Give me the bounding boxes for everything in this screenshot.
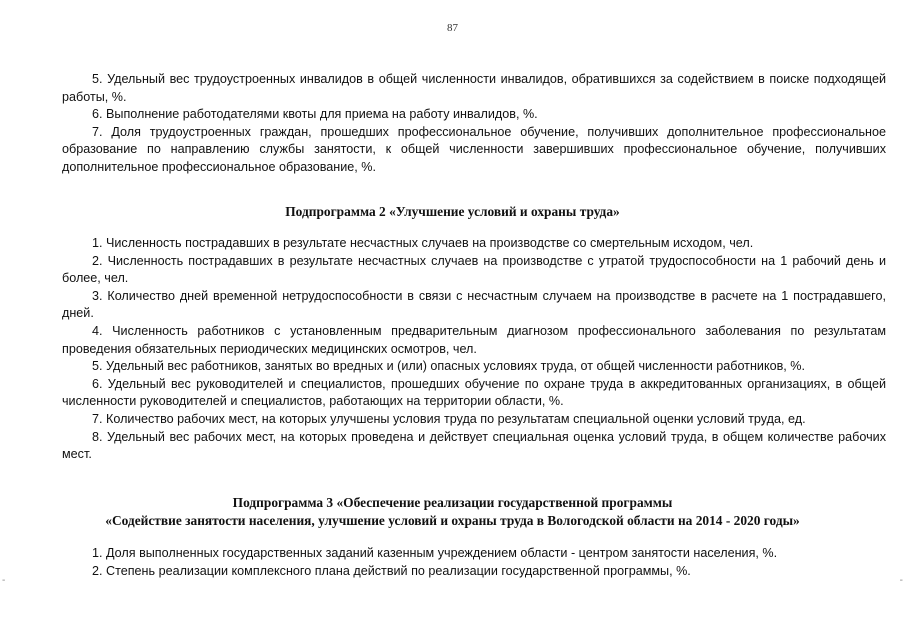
list-item: 2. Степень реализации комплексного плана действий по реализации государственной программы, %. [92,563,691,578]
list-item: 5. Удельный вес работников, занятых во вредных и (или) опасных условиях труда, от общей численности работников, %. [92,359,805,374]
list-item: 1. Численность пострадавших в результате несчастных случаев на производстве со смертельным исходом, чел. [92,236,754,250]
subprogram-2-list [62,235,886,464]
left-edge-mark: - [2,575,6,586]
section-1-list [62,71,886,177]
list-item: 7. Доля трудоустроенных граждан, прошедших профессиональное обучение, получивших дополнительное профессиональное образование по направлению службы занятости, к общей численности завершивших профессиональное обучение, получивших дополнительное профессиональное образование, %. [62,124,886,174]
subprogram-3-heading-line-1: Подпрограмма 3 «Обеспечение реализации государственной программы [232,495,673,510]
list-item: 4. Численность работников с установленным предварительным диагнозом профессионального заболевания по результатам проведения обязательных периодических медицинских осмотров, чел. [62,323,886,356]
list-item: 3. Количество дней временной нетрудоспособности в связи с несчастным случаем на производстве в расчете на 1 пострадавшего, дней. [62,288,886,321]
subprogram-3-heading-line-2: «Содействие занятости населения, улучшение условий и охраны труда в Вологодской области на 2014 - 2020 годы» [105,513,800,528]
subprogram-2-heading: Подпрограмма 2 «Улучшение условий и охраны труда» [285,204,620,219]
list-item: 6. Выполнение работодателями квоты для приема на работу инвалидов, %. [92,107,538,122]
page-number: 87 [447,22,458,34]
list-item: 8. Удельный вес рабочих мест, на которых проведена и действует специальная оценка условий труда, в общем количестве рабочих мест. [62,429,886,462]
list-item: 6. Удельный вес руководителей и специалистов, прошедших обучение по охране труда в аккредитованных организациях, в общей численности руководителей и специалистов, работающих на территории области, %. [62,376,886,409]
subprogram-3-list [62,545,886,580]
list-item: 1. Доля выполненных государственных заданий казенным учреждением области - центром занятости населения, %. [92,546,778,560]
right-edge-mark: - [899,575,903,586]
list-item: 7. Количество рабочих мест, на которых улучшены условия труда по результатам специальной оценки условий труда, ед. [92,411,806,426]
list-item: 2. Численность пострадавших в результате несчастных случаев на производстве с утратой трудоспособности на 1 рабочий день и более, чел. [62,253,886,286]
list-item: 5. Удельный вес трудоустроенных инвалидов в общей численности инвалидов, обратившихся за содействием в поиске подходящей работы, %. [62,72,886,104]
